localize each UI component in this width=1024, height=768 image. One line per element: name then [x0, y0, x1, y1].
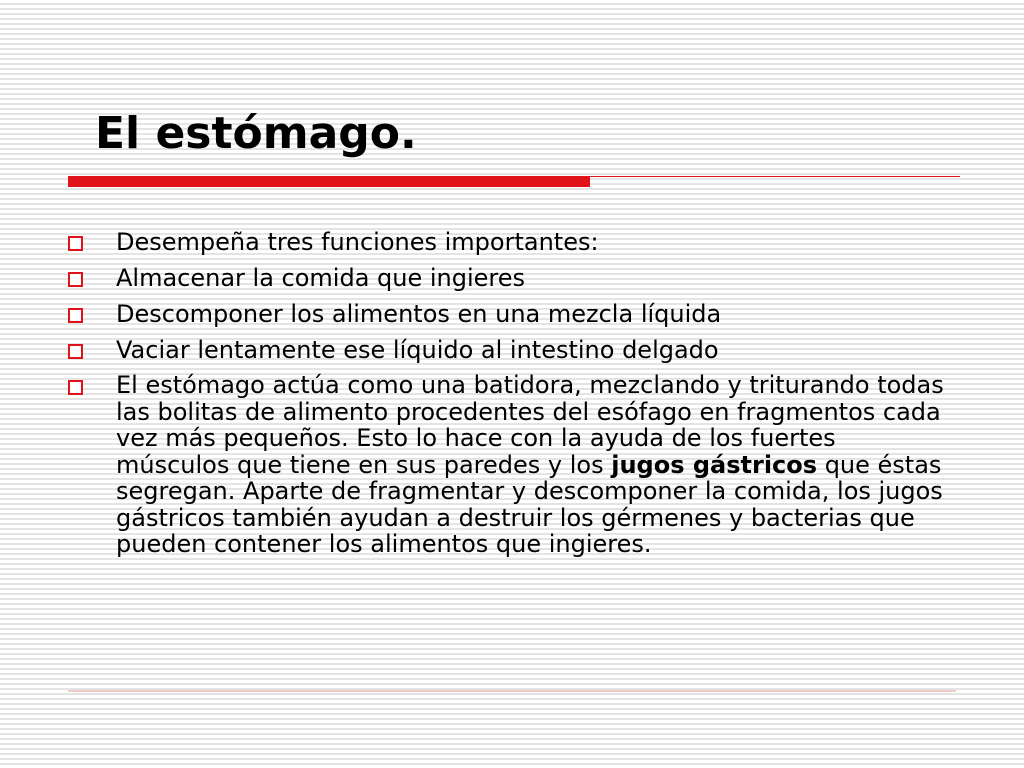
bullet-text: Desempeña tres funciones importantes:: [116, 228, 599, 256]
bullet-list: [66, 228, 946, 565]
bullet-text: Descomponer los alimentos en una mezcla líquida: [116, 300, 722, 328]
bullet-item: [66, 336, 946, 365]
bullet-item: [66, 300, 946, 329]
title-underline-red: [68, 176, 590, 187]
square-bullet-icon: [68, 344, 83, 359]
footer-divider: [68, 690, 956, 692]
square-bullet-icon: [68, 272, 83, 287]
slide-title: El estómago.: [95, 108, 417, 159]
bullet-item: [66, 264, 946, 293]
bullet-text: Almacenar la comida que ingieres: [116, 264, 526, 292]
paragraph-text-end: que éstas segregan. Aparte de fragmentar y descomponer la comida, los jugos gástricos también ayudan a destruir los gérmenes y bacterias que pueden contener los alimentos que ingieres.: [116, 450, 943, 558]
bullet-item-paragraph: [66, 372, 946, 558]
square-bullet-icon: [68, 308, 83, 323]
bullet-item: [66, 228, 946, 257]
paragraph-text-start: El estómago actúa como una batidora, mezclando y triturando todas las bolitas de alimento procedentes del esófago en fragmentos cada vez más pequeños. Esto lo hace con la ayuda de los fuertes músculos que tiene en sus paredes y los: [116, 371, 944, 479]
square-bullet-icon: [68, 236, 83, 251]
title-underline-thin: [590, 176, 960, 177]
paragraph-bold-term: jugos gástricos: [611, 450, 818, 479]
bullet-text: Vaciar lentamente ese líquido al intestino delgado: [116, 336, 719, 364]
square-bullet-icon: [68, 380, 83, 395]
